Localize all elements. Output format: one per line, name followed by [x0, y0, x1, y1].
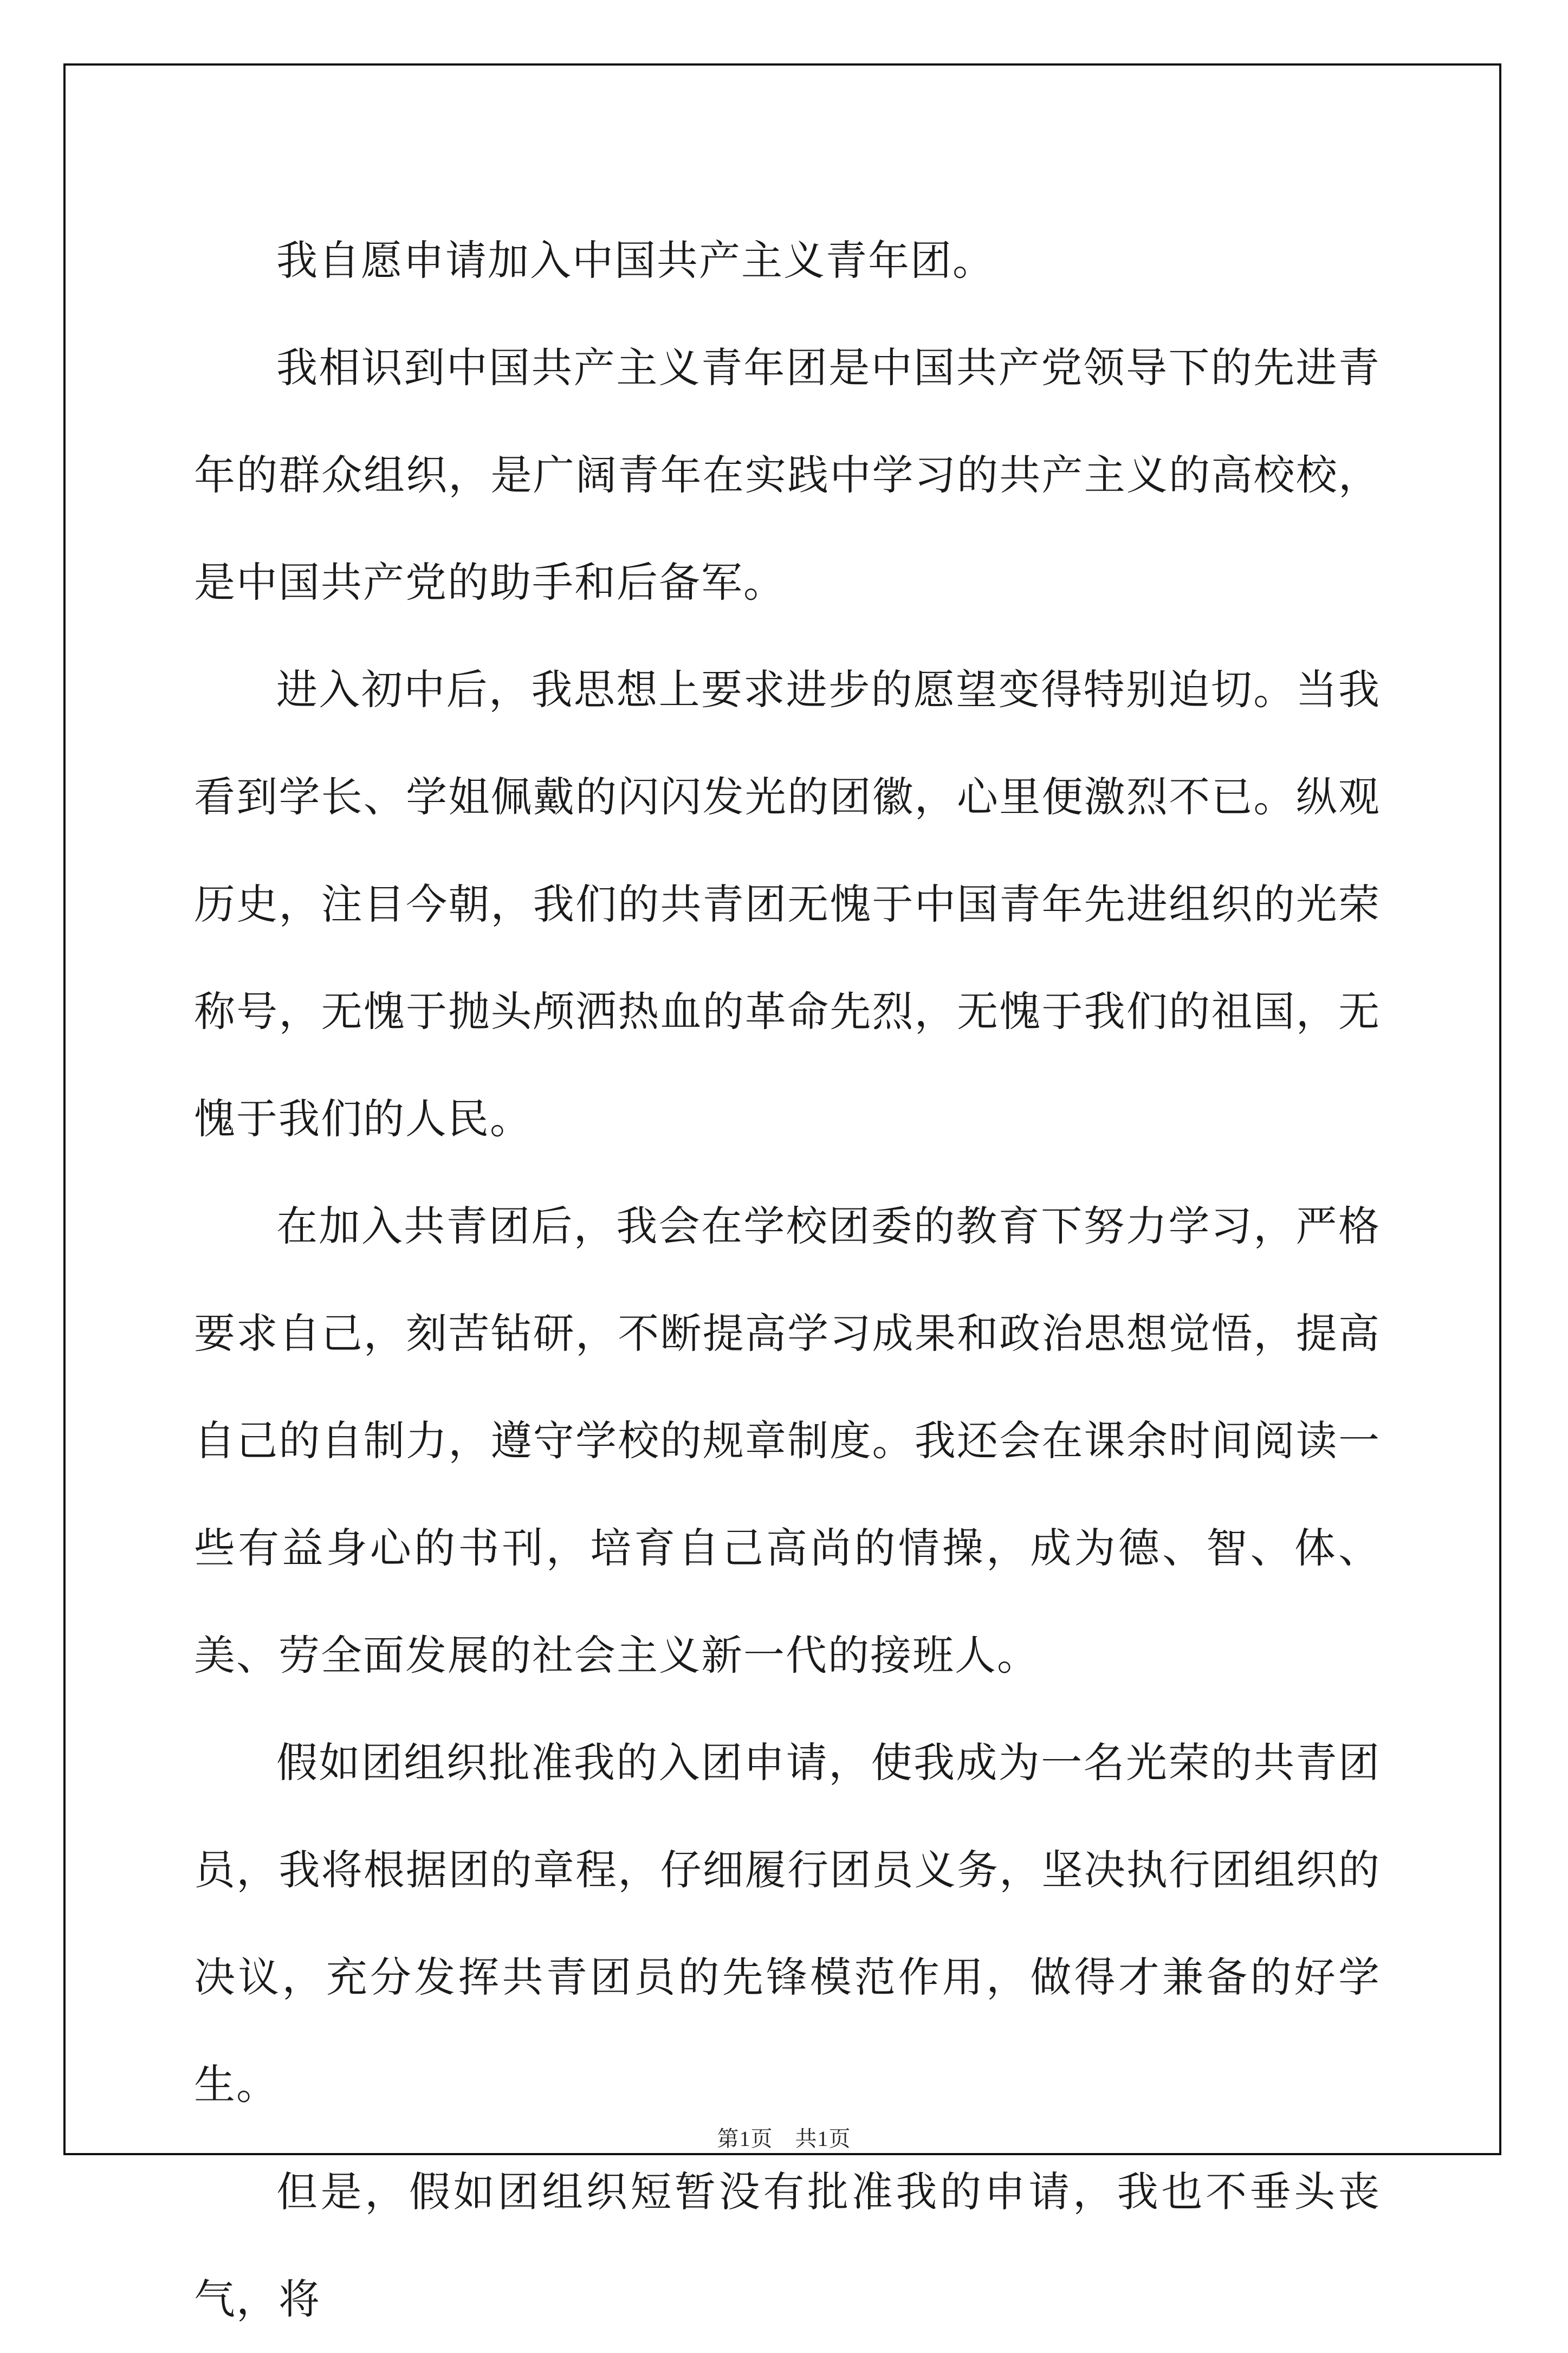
paragraph: 我自愿申请加入中国共产主义青年团。 [276, 236, 995, 285]
paragraph: 但是，假如团组织短暂没有批准我的申请，我也不垂头丧气，将 [194, 2168, 1381, 2323]
document-body [194, 207, 1381, 2353]
paragraph: 假如团组织批准我的入团申请，使我成为一名光荣的共青团员，我将根据团的章程，仔细履行团员义务，坚决执行团组织的决议，充分发挥共青团员的先锋模范作用，做得才兼备的好学生。 [194, 1738, 1381, 2109]
paragraph: 在加入共青团后，我会在学校团委的教育下努力学习，严格要求自己，刻苦钻研，不断提高学习成果和政治思想觉悟，提高自己的自制力，遵守学校的规章制度。我还会在课余时间阅读一些有益身心的书刊，培育自己高尚的情操，成为德、智、体、美、劳全面发展的社会主义新一代的接班人。 [194, 1202, 1381, 1679]
paragraph: 进入初中后，我思想上要求进步的愿望变得特别迫切。当我看到学长、学姐佩戴的闪闪发光的团徽，心里便激烈不已。纵观历史，注目今朝，我们的共青团无愧于中国青年先进组织的光荣称号，无愧于抛头颅洒热血的革命先烈，无愧于我们的祖国，无愧于我们的人民。 [194, 665, 1381, 1143]
page-number: 第1页 共1页 [717, 2126, 851, 2151]
page-footer [0, 2122, 1568, 2152]
paragraph: 我相识到中国共产主义青年团是中国共产党领导下的先进青年的群众组织，是广阔青年在实践中学习的共产主义的高校校，是中国共产党的助手和后备军。 [194, 344, 1381, 606]
